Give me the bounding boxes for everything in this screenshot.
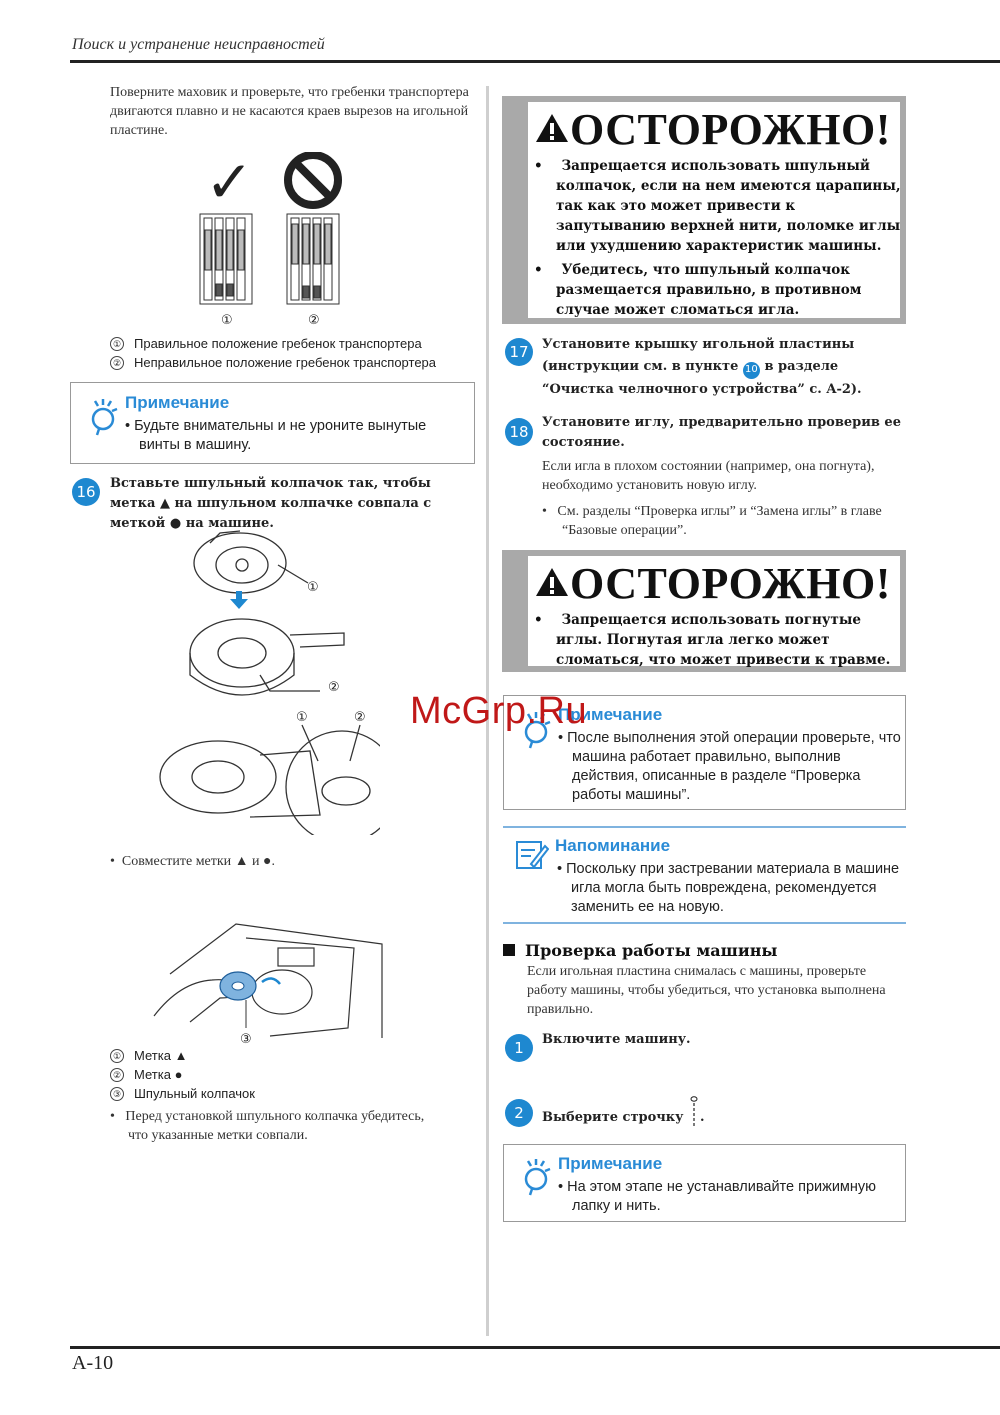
incorrect-plate-icon: [287, 214, 339, 304]
triangle-mark-icon: ▲: [159, 496, 170, 511]
caution-box-1: [502, 96, 906, 324]
legend-num: ①: [110, 1049, 124, 1063]
step-18-detail: Если игла в плохом состоянии (например, она погнута), необходимо установить новую иглу.: [542, 459, 875, 493]
note-title: Примечание: [558, 705, 663, 724]
caution-item: • Запрещается использовать погнутые иглы. Погнутая игла легко может сломаться, что может привести к травме.: [534, 612, 891, 668]
legend-num: ③: [110, 1087, 124, 1101]
bullet-before-install: • Перед установкой шпульного колпачка убедитесь, что указанные метки совпали.: [110, 1109, 425, 1143]
legend-item: [110, 353, 480, 372]
note-text-content: На этом этапе не устанавливайте прижимную лапку и нить.: [567, 1179, 877, 1214]
caution-item: • Запрещается использовать шпульный колпачок, если на нем имеются царапины, так как это может привести к запутыванию верхней нити, поломке иглы или ухудшению характеристик машины.: [534, 158, 901, 254]
dot-mark-icon: ●: [169, 516, 182, 531]
footer-rule: [70, 1346, 1000, 1349]
hand-insert-illustration: [150, 918, 395, 1048]
bullet-text: .: [271, 854, 276, 869]
warning-triangle-icon: [534, 112, 570, 144]
intro-paragraph: Поверните маховик и проверьте, что гребенки транспортера двигаются плавно и не касаются краев вырезов на игольной пластине.: [110, 85, 469, 138]
bullet-text: См. разделы “Проверка иглы” и “Замена иглы” в главе “Базовые операции”.: [557, 504, 882, 538]
step-text: Вставьте шпульный колпачок так, чтобы метка: [110, 476, 431, 511]
page-number: A-10: [72, 1352, 114, 1374]
legend-text: Шпульный колпачок: [134, 1086, 255, 1101]
section-title: Проверка работы машины: [525, 941, 778, 960]
warning-triangle-icon: [534, 566, 570, 598]
legend-num: ②: [110, 356, 124, 370]
legend-num: ②: [110, 1068, 124, 1082]
bobbin-case-illustration: [150, 525, 380, 835]
caution-list: [534, 156, 902, 320]
caution-box-2: [502, 550, 906, 672]
feed-dog-figure: [195, 152, 365, 332]
header-rule: [70, 60, 1000, 63]
figure1-legend: [110, 334, 480, 372]
step-2-text: [542, 1095, 902, 1131]
step-17-text: [542, 334, 904, 401]
caution-title: [534, 104, 891, 155]
note-title: Примечание: [558, 1154, 663, 1173]
step-16-badge: 16: [72, 478, 100, 506]
square-bullet-icon: [503, 944, 515, 956]
callout-1: ①: [307, 580, 319, 595]
callout-1b: ①: [296, 710, 308, 725]
figure1-label-1: ①: [221, 313, 233, 328]
reminder-box: [503, 826, 906, 924]
legend-item: [110, 1065, 410, 1084]
step-ref-badge: 10: [743, 362, 760, 379]
bullet-text: и: [252, 854, 260, 869]
caution-item-text: Убедитесь, что шпульный колпачок размещается правильно, в противном случае может сломаться игла.: [556, 262, 862, 318]
callout-2b: ②: [354, 710, 366, 725]
correct-plate-icon: [200, 214, 252, 304]
step-text: на шпульном колпачке совпала с меткой: [110, 496, 432, 531]
note-text-content: После выполнения этой операции проверьте, что машина работает правильно, выполнив действия, описанные в разделе “Проверка работы машины”.: [567, 730, 901, 803]
legend-item: [110, 1084, 410, 1103]
caution-item-text: Запрещается использовать шпульный колпачок, если на нем имеются царапины, так как это может привести к запутыванию верхней нити, поломке иглы или ухудшению характеристик машины.: [556, 158, 901, 254]
dot-mark-icon: ●: [174, 1067, 183, 1082]
step-text: Установите крышку игольной пластины (инструкции см. в пункте: [542, 337, 855, 374]
rotate-arrow-icon: [262, 978, 280, 984]
step-1-badge: 1: [505, 1034, 533, 1062]
note-title: Примечание: [125, 393, 230, 412]
caution-title-text: ОСТОРОЖНО!: [570, 559, 891, 608]
reminder-text: • Поскольку при застревании материала в машине игла могла быть повреждена, рекомендуется заменить ее на новую.: [557, 861, 900, 915]
legend-text: Метка: [134, 1067, 171, 1082]
step-2-badge: 2: [505, 1099, 533, 1127]
legend-text: Неправильное положение гребенок транспортера: [134, 355, 437, 370]
legend-text: Метка: [134, 1048, 171, 1063]
note-text-content: Будьте внимательны и не уроните вынутые винты в машину.: [134, 418, 427, 453]
note-box-3: [503, 1144, 906, 1222]
step-text: в разделе “Очистка челночного устройства” с. A-2).: [542, 359, 862, 397]
notebook-icon: [513, 838, 549, 870]
triangle-mark-icon: ▲: [234, 854, 249, 869]
step-18-text: Установите иглу, предварительно проверив ее состояние.: [542, 415, 901, 450]
caution-item-text: Запрещается использовать погнутые иглы. Погнутая игла легко может сломаться, что может привести к травме.: [556, 612, 891, 668]
prohibited-icon: [288, 155, 338, 205]
caution-inner: [528, 102, 900, 318]
section-heading: [503, 941, 777, 960]
step-text: на машине.: [185, 516, 274, 531]
hand-insert-figure: [150, 918, 395, 1048]
note-text: • Будьте внимательны и не уроните вынутые винты в машину.: [125, 418, 427, 453]
feed-dog-illustration: [195, 152, 365, 332]
caution-list: [534, 610, 902, 670]
step-text: Выберите строчку: [542, 1110, 684, 1125]
step-18-badge: 18: [505, 418, 533, 446]
page-header-title: Поиск и устранение неисправностей: [72, 36, 325, 53]
check-mark-icon: ✓: [205, 152, 254, 216]
step-1-text: Включите машину.: [542, 1032, 691, 1047]
callout-3: ③: [240, 1032, 252, 1047]
lightbulb-icon: [518, 1157, 554, 1197]
down-arrow-icon: [230, 591, 248, 609]
section-intro: Если игольная пластина снималась с машины, проверьте работу машины, чтобы убедиться, что установка выполнена правильно.: [527, 964, 886, 1017]
step-18-bullet: • См. разделы “Проверка иглы” и “Замена иглы” в главе “Базовые операции”.: [542, 504, 882, 538]
note-text: • На этом этапе не устанавливайте прижимную лапку и нить.: [558, 1179, 877, 1214]
caution-item: • Убедитесь, что шпульный колпачок размещается правильно, в противном случае может сломаться игла.: [534, 262, 862, 318]
note-text: • После выполнения этой операции проверьте, что машина работает правильно, выполнив действия, описанные в разделе “Проверка работы машины”.: [558, 730, 901, 803]
triangle-mark-icon: ▲: [174, 1048, 188, 1063]
bullet-align-marks: • Совместите метки ▲ и ●.: [110, 854, 276, 869]
step-17-badge: 17: [505, 338, 533, 366]
step-text: .: [700, 1110, 705, 1125]
caution-title-text: ОСТОРОЖНО!: [570, 105, 891, 154]
figure3-legend: [110, 1046, 410, 1103]
caution-title: [534, 558, 891, 609]
reminder-title: Напоминание: [555, 836, 671, 855]
legend-item: [110, 334, 480, 353]
caution-inner: [528, 556, 900, 666]
figure1-label-2: ②: [308, 313, 320, 328]
bullet-text: Перед установкой шпульного колпачка убедитесь, что указанные метки совпали.: [125, 1109, 425, 1143]
legend-num: ①: [110, 337, 124, 351]
reminder-text-content: Поскольку при застревании материала в машине игла могла быть повреждена, рекомендуется заменить ее на новую.: [566, 861, 900, 915]
dot-mark-icon: ●: [263, 854, 272, 869]
callout-2: ②: [328, 680, 340, 695]
note-box-1: [70, 382, 475, 464]
legend-text: Правильное положение гребенок транспортера: [134, 336, 422, 351]
bullet-text: Совместите метки: [121, 854, 232, 869]
bobbin-case-figure: [150, 525, 380, 835]
straight-stitch-icon: [688, 1095, 700, 1131]
bobbin-case-highlight-icon: [220, 972, 256, 1000]
lightbulb-icon: [85, 397, 121, 437]
legend-item: [110, 1046, 410, 1065]
watermark: McGrp.Ru: [410, 690, 588, 732]
